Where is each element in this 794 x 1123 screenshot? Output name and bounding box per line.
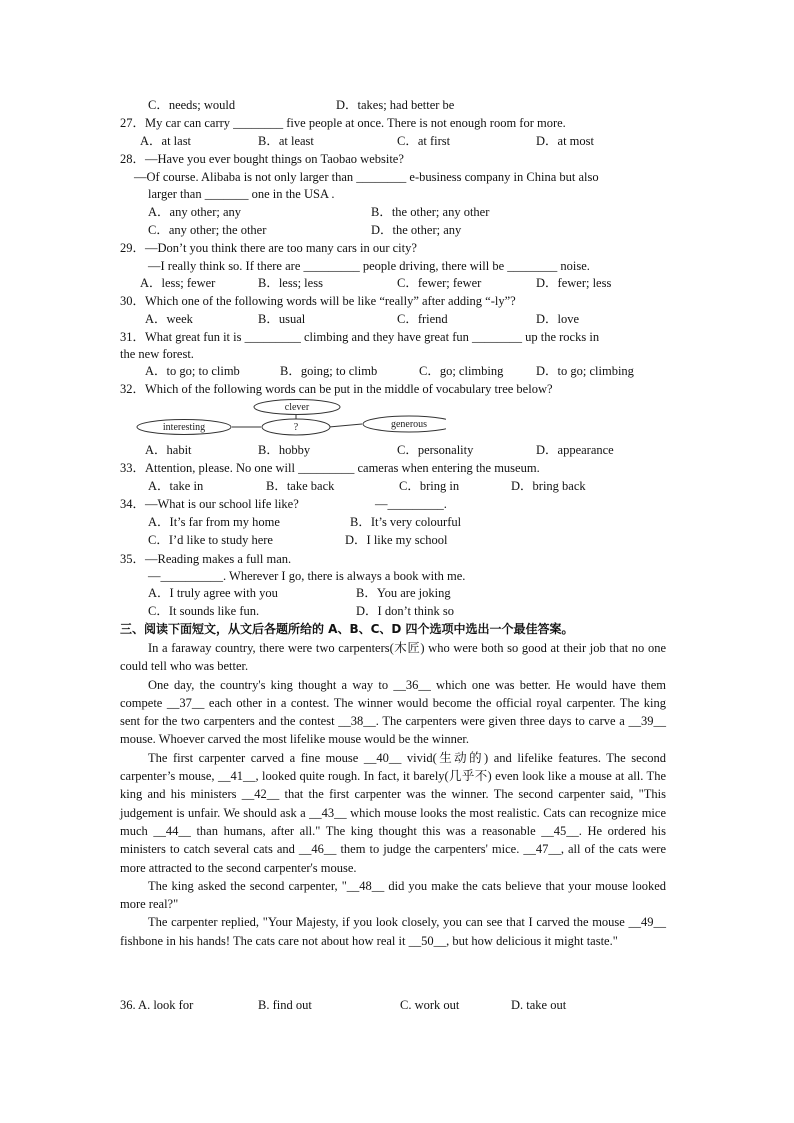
q27-option-d: D．at most <box>536 134 594 148</box>
q31-option-c: C．go; climbing <box>419 364 504 378</box>
passage-paragraph-1: In a faraway country, there were two carpenters(木匠) who were both so good at their job that no one could tell who was better. <box>120 641 666 674</box>
q28-option-a: A．any other; any <box>148 205 242 219</box>
q34-reply: —_________. <box>375 497 447 511</box>
q28-option-d: D．the other; any <box>371 223 462 237</box>
q28-option-b: B．the other; any other <box>371 205 490 219</box>
q35-option-b: B．You are joking <box>356 586 451 600</box>
q32-option-c: C．personality <box>397 443 474 457</box>
q30-option-b: B．usual <box>258 312 306 326</box>
q34-option-a: A．It’s far from my home <box>148 515 280 529</box>
q29-option-b: B．less; less <box>258 276 323 290</box>
q34-stem: 34．—What is our school life like? <box>120 497 299 511</box>
q35-answer-line: —__________. Wherever I go, there is always a book with me. <box>148 569 466 583</box>
q36-option-c: C. work out <box>400 998 460 1012</box>
q30-option-c: C．friend <box>397 312 448 326</box>
q28-stem: 28．—Have you ever bought things on Taobao website? <box>120 152 404 166</box>
q29-option-d: D．fewer; less <box>536 276 612 290</box>
q28-answer-line-2: larger than _______ one in the USA . <box>148 187 335 201</box>
q34-option-b: B．It’s very colourful <box>350 515 462 529</box>
q26-option-d: D．takes; had better be <box>336 98 455 112</box>
q30-stem: 30．Which one of the following words will be like “really” after adding “-ly”? <box>120 294 516 308</box>
passage-paragraph-5: The carpenter replied, "Your Majesty, if you look closely, you can see that I carved the mouse __49__ fishbone in his hands! The cats care not about how real it __50__, but how delicious it might taste." <box>120 915 666 948</box>
q29-answer-line: —I really think so. If there are _________ people driving, there will be ________ noise. <box>148 259 590 273</box>
q27-option-c: C．at first <box>397 134 451 148</box>
q34-option-c: C．I’d like to study here <box>148 533 273 547</box>
q27-stem: 27．My car can carry ________ five people at once. There is not enough room for more. <box>120 116 566 130</box>
q35-option-d: D．I don’t think so <box>356 604 455 618</box>
q34-option-d: D．I like my school <box>345 533 448 547</box>
q31-stem: 31．What great fun it is _________ climbing and they have great fun ________ up the rocks in <box>120 330 600 344</box>
q30-option-d: D．love <box>536 312 580 326</box>
q30-option-a: A．week <box>145 312 193 326</box>
q29-stem: 29．—Don’t you think there are too many cars in our city? <box>120 241 417 255</box>
q35-option-a: A．I truly agree with you <box>148 586 278 600</box>
vocabulary-tree-diagram <box>136 398 446 438</box>
q36-option-d: D. take out <box>511 998 567 1012</box>
reading-passage <box>120 639 666 950</box>
q31-option-b: B．going; to climb <box>280 364 378 378</box>
q28-option-c: C．any other; the other <box>148 223 267 237</box>
passage-paragraph-3: The first carpenter carved a fine mouse __40__ vivid(生动的) and lifelike features. The second carpenter’s mouse, __41__, looked quite rough. In fact, it barely(几乎不) even look like a mouse at all. The king and his ministers __42__ that the first carpenter was the winner. The second carpenter said, "This judgement is unfair. We should ask a __43__ which mouse looks the most realistic. Cats can recognize mice much __44__ than humans, after all." The king thought this was a reasonable __45__. He ordered his ministers to catch several cats and __46__ them to judge the carpenters' mice. __47__, all of the cats were more attracted to the second carpenter's mouse. <box>120 750 666 875</box>
tree-label-left: interesting <box>162 422 206 433</box>
q32-option-d: D．appearance <box>536 443 614 457</box>
q36-option-b: B. find out <box>258 998 312 1012</box>
tree-label-right: generous <box>390 419 428 430</box>
q36-option-a: 36. A. look for <box>120 998 194 1012</box>
q33-option-c: C．bring in <box>399 479 460 493</box>
q33-stem: 33．Attention, please. No one will _________ cameras when entering the museum. <box>120 461 540 475</box>
q31-option-a: A．to go; to climb <box>145 364 240 378</box>
q27-option-b: B．at least <box>258 134 314 148</box>
q33-option-b: B．take back <box>266 479 335 493</box>
q29-option-a: A．less; fewer <box>140 276 216 290</box>
q35-stem: 35．—Reading makes a full man. <box>120 552 292 566</box>
q32-option-a: A．habit <box>145 443 192 457</box>
q31-option-d: D．to go; climbing <box>536 364 634 378</box>
section-3-heading: 三、阅读下面短文，从文后各题所给的 A、B、C、D 四个选项中选出一个最佳答案。 <box>120 622 574 636</box>
tree-label-top: clever <box>284 402 310 413</box>
q35-option-c: C．It sounds like fun. <box>148 604 260 618</box>
passage-paragraph-4: The king asked the second carpenter, "__48__ did you make the cats believe that your mouse looked more real?" <box>120 878 666 912</box>
q32-option-b: B．hobby <box>258 443 311 457</box>
passage-paragraph-2: One day, the country's king thought a way to __36__ which one was better. He would have them compete __37__ each other in a contest. The winner would become the official royal carpenter. The king sent for the two carpenters and the contest __38__. The carpenters were given three days to carve a __39__ mouse. Whoever carved the most lifelike mouse would be the winner. <box>120 677 666 747</box>
q26-option-c: C．needs; would <box>148 98 236 112</box>
q27-option-a: A．at last <box>140 134 192 148</box>
q32-stem: 32．Which of the following words can be put in the middle of vocabulary tree below? <box>120 382 553 396</box>
q28-answer-line: —Of course. Alibaba is not only larger than ________ e-business company in China but also <box>134 170 599 184</box>
q33-option-a: A．take in <box>148 479 204 493</box>
q29-option-c: C．fewer; fewer <box>397 276 482 290</box>
q31-stem-continued: the new forest. <box>120 347 194 361</box>
q33-option-d: D．bring back <box>511 479 586 493</box>
tree-label-center: ? <box>293 422 299 433</box>
